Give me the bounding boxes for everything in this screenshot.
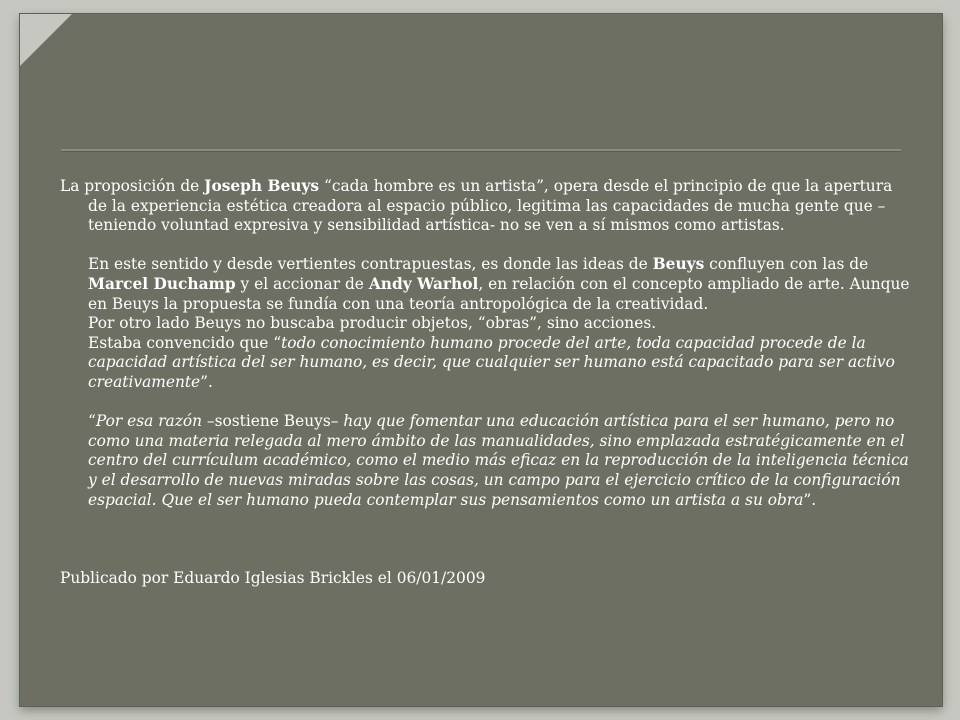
paragraph-beuys-proposition xyxy=(60,177,910,236)
text-run: Por otro lado Beuys no buscaba producir objetos, “obras”, sino acciones. xyxy=(88,314,657,333)
text-run: “cada hombre es un artista”, opera desde el principio de que la apertura de la experiencia estética creadora al espacio público, legitima las capacidades de mucha gente que –teniendo voluntad expresiva y sensibilidad artística- no se ven a sí mismos como artistas. xyxy=(88,177,893,235)
name-andy-warhol: Andy Warhol xyxy=(368,274,479,293)
slide-body xyxy=(60,177,910,588)
text-run: , en relación con el concepto ampliado de arte. Aunque en Beuys la propuesta se fundía con una teoría antropológica de la creatividad. xyxy=(88,274,910,313)
name-beuys: Beuys xyxy=(652,255,705,274)
text-run: Estaba convencido que “ xyxy=(88,333,282,352)
text-run: La proposición de xyxy=(60,177,205,195)
paragraph-acciones xyxy=(60,314,910,334)
paragraph-gap xyxy=(60,236,910,256)
italic-quote: todo conocimiento humano procede del arte, toda capacidad procede de la capacidad artística del ser humano, es decir, que cualquier ser humano está capacitado para ser activo creativamente xyxy=(88,333,895,391)
paragraph-gap xyxy=(60,549,910,569)
italic-quote: Por esa razón xyxy=(95,412,203,431)
paragraph-duchamp-warhol xyxy=(60,255,910,314)
text-run: En este sentido y desde vertientes contrapuestas, es donde las ideas de xyxy=(88,255,653,274)
paragraph-gap xyxy=(60,510,910,549)
paragraph-conocimiento-quote xyxy=(60,334,910,393)
text-run: ”. xyxy=(200,372,213,391)
text-run: ”. xyxy=(803,490,817,509)
paragraph-educacion-quote xyxy=(60,412,910,510)
italic-quote: hay que fomentar una educación artística para el ser humano, pero no como una materia relegada al mero ámbito de las manualidades, sino emplazada estratégicamente en el centro del currículum académico, como el medio más eficaz en la reproducción de la inteligencia técnica y el desarrollo de nuevas miradas sobre las cosas, un campo para el ejercicio crítico de la configuración espacial. Que el ser humano pueda contemplar sus pensamientos como un artista a su obra xyxy=(88,412,909,509)
slide-frame xyxy=(20,14,942,706)
byline: Publicado por Eduardo Iglesias Brickles el 06/01/2009 xyxy=(60,568,486,587)
paragraph-gap xyxy=(60,393,910,413)
text-run: –sostiene Beuys– xyxy=(202,412,344,431)
text-run: y el accionar de xyxy=(235,274,369,293)
name-marcel-duchamp: Marcel Duchamp xyxy=(88,274,236,293)
text-run: “ xyxy=(88,412,96,431)
title-divider-rule xyxy=(61,149,901,152)
name-joseph-beuys: Joseph Beuys xyxy=(204,177,320,195)
slide-corner-cut xyxy=(20,14,72,66)
text-run: confluyen con las de xyxy=(704,255,869,274)
